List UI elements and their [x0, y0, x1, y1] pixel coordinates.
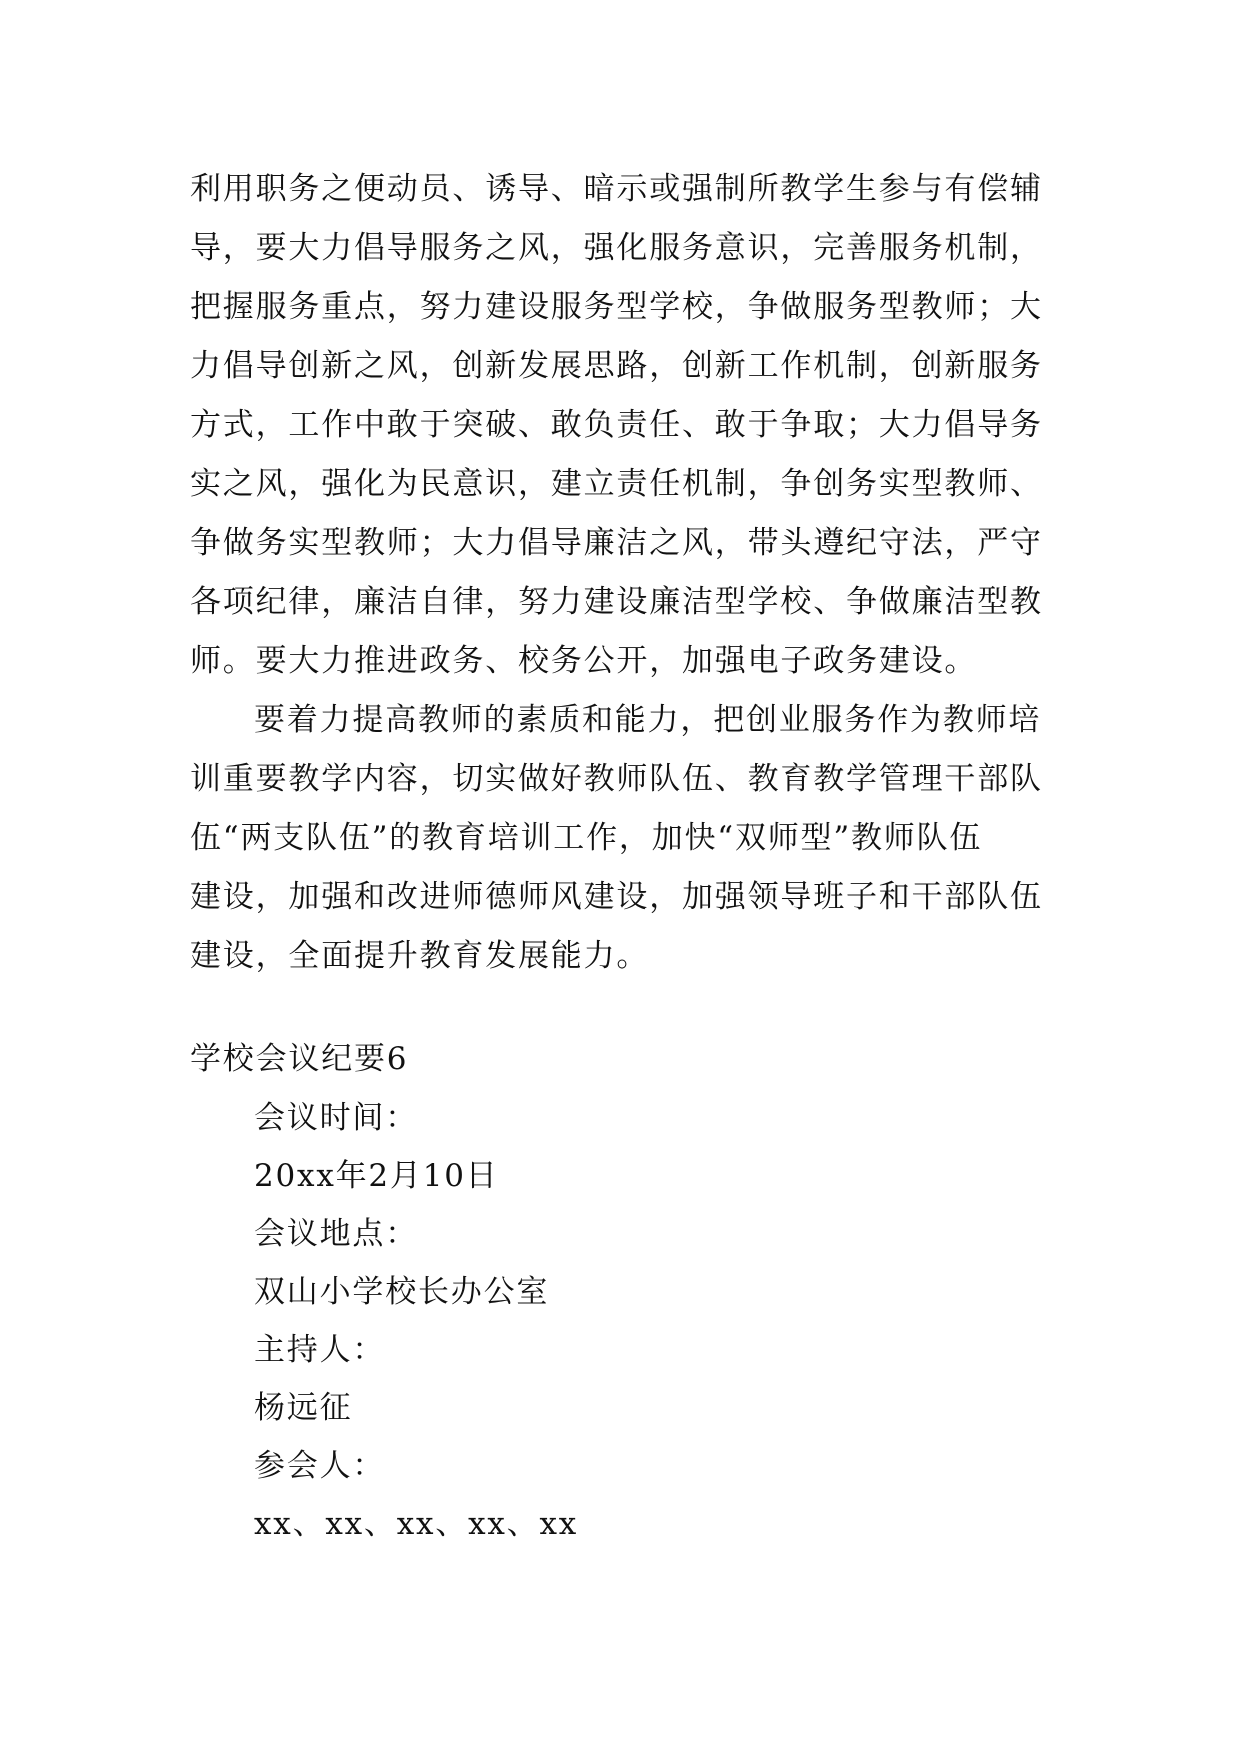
attendees-value: xx、xx、xx、xx、xx	[254, 1506, 579, 1542]
host-value: 杨远征	[254, 1390, 353, 1426]
paragraph-1-line: 师。要大力推进政务、校务公开，加强电子政务建设。	[190, 643, 978, 679]
paragraph-1-line: 方式，工作中敢于突破、敢负责任、敢于争取；大力倡导务	[190, 407, 1043, 443]
body-text	[190, 160, 1060, 986]
paragraph-1-line: 各项纪律，廉洁自律，努力建设廉洁型学校、争做廉洁型教	[190, 584, 1043, 620]
meeting-time-value: 20xx年2月10日	[254, 1158, 499, 1194]
paragraph-1-line: 争做务实型教师；大力倡导廉洁之风，带头遵纪守法，严守	[190, 525, 1043, 561]
paragraph-2-line: 建设，全面提升教育发展能力。	[190, 938, 650, 974]
minutes-info	[254, 1089, 578, 1553]
meeting-time-label: 会议时间：	[254, 1100, 418, 1136]
host-label: 主持人：	[254, 1332, 386, 1368]
paragraph-2-line: 训重要教学内容，切实做好教师队伍、教育教学管理干部队	[190, 761, 1043, 797]
paragraph-2-line: 要着力提高教师的素质和能力，把创业服务作为教师培	[254, 702, 1042, 738]
paragraph-1-line: 导，要大力倡导服务之风，强化服务意识，完善服务机制，	[190, 230, 1043, 266]
paragraph-2-line: 建设，加强和改进师德师风建设，加强领导班子和干部队伍	[190, 879, 1043, 915]
paragraph-1-line: 把握服务重点，努力建设服务型学校，争做服务型教师；大	[190, 289, 1043, 325]
paragraph-1-line: 利用职务之便动员、诱导、暗示或强制所教学生参与有偿辅	[190, 171, 1043, 207]
meeting-place-value: 双山小学校长办公室	[254, 1274, 550, 1310]
paragraph-2-line: 伍“两支队伍”的教育培训工作，加快“双师型”教师队伍	[190, 820, 983, 856]
meeting-place-label: 会议地点：	[254, 1216, 418, 1252]
minutes-title: 学校会议纪要6	[190, 1041, 409, 1077]
paragraph-1-line: 力倡导创新之风，创新发展思路，创新工作机制，创新服务	[190, 348, 1043, 384]
attendees-label: 参会人：	[254, 1448, 386, 1484]
paragraph-1-line: 实之风，强化为民意识，建立责任机制，争创务实型教师、	[190, 466, 1043, 502]
